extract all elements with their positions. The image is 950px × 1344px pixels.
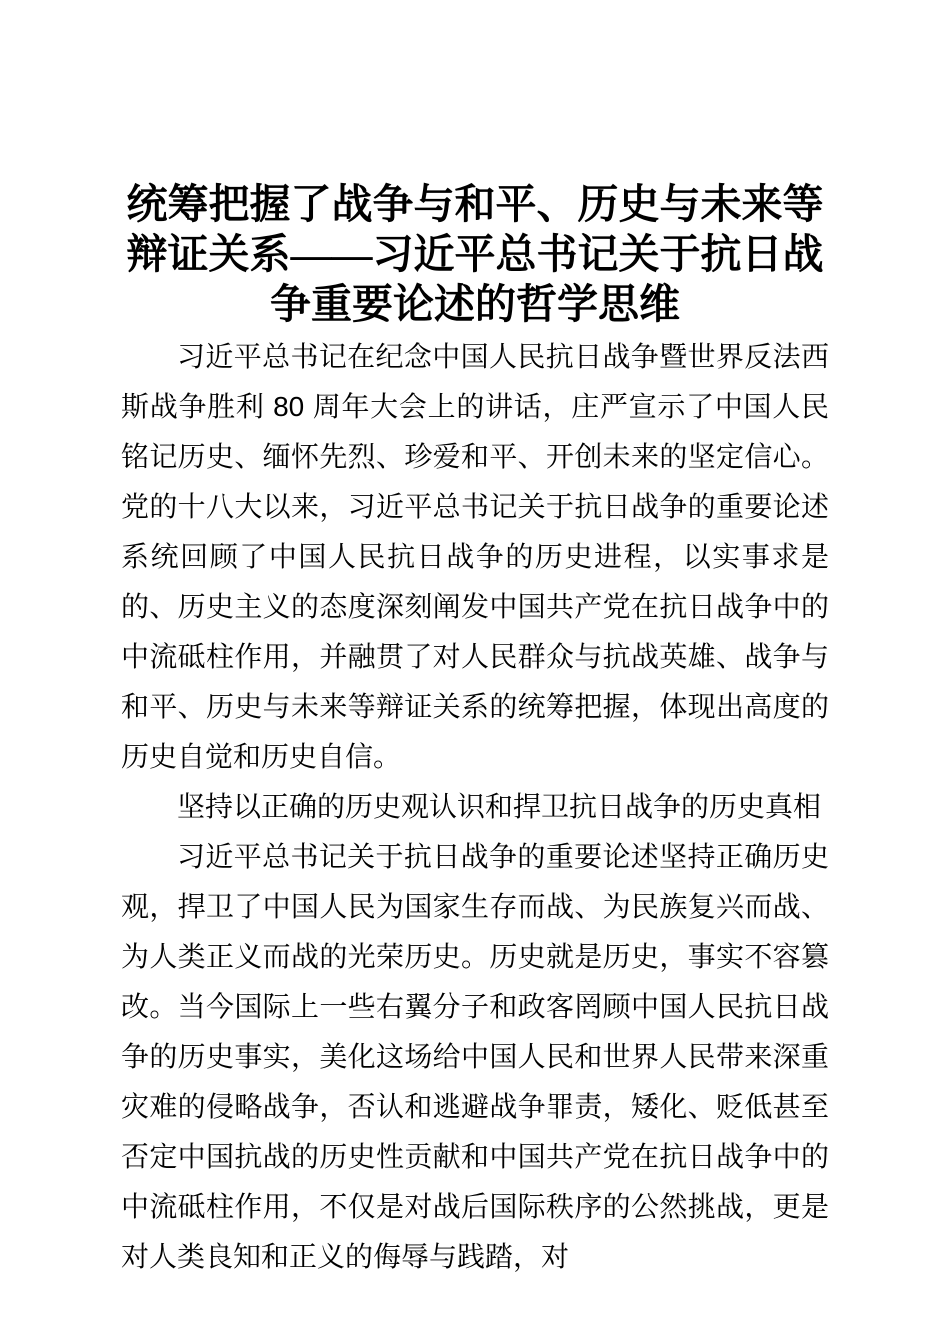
document-title: 统筹把握了战争与和平、历史与未来等辩证关系——习近平总书记关于抗日战争重要论述的哲学思维 [126,181,824,327]
body-paragraph-intro: 习近平总书记在纪念中国人民抗日战争暨世界反法西斯战争胜利 80 周年大会上的讲话，庄严宣示了中国人民铭记历史、缅怀先烈、珍爱和平、开创未来的坚定信心。党的十八大以来，习近平总书记关于抗日战争的重要论述系统回顾了中国人民抗日战争的历史进程，以实事求是的、历史主义的态度深刻阐发中国共产党在抗日战争中的中流砥柱作用，并融贯了对人民群众与抗战英雄、战争与和平、历史与未来等辩证关系的统筹把握，体现出高度的历史自觉和历史自信。 [121,341,829,772]
section-heading-paragraph: 坚持以正确的历史观认识和捍卫抗日战争的历史真相 [177,791,822,822]
body-paragraph-history-view: 习近平总书记关于抗日战争的重要论述坚持正确历史观，捍卫了中国人民为国家生存而战、为民族复兴而战、为人类正义而战的光荣历史。历史就是历史，事实不容篡改。当今国际上一些右翼分子和政客罔顾中国人民抗日战争的历史事实，美化这场给中国人民和世界人民带来深重灾难的侵略战争，否认和逃避战争罪责，矮化、贬低甚至否定中国抗战的历史性贡献和中国共产党在抗日战争中的中流砥柱作用，不仅是对战后国际秩序的公然挑战，更是对人类良知和正义的侮辱与践踏，对 [121,841,829,1272]
